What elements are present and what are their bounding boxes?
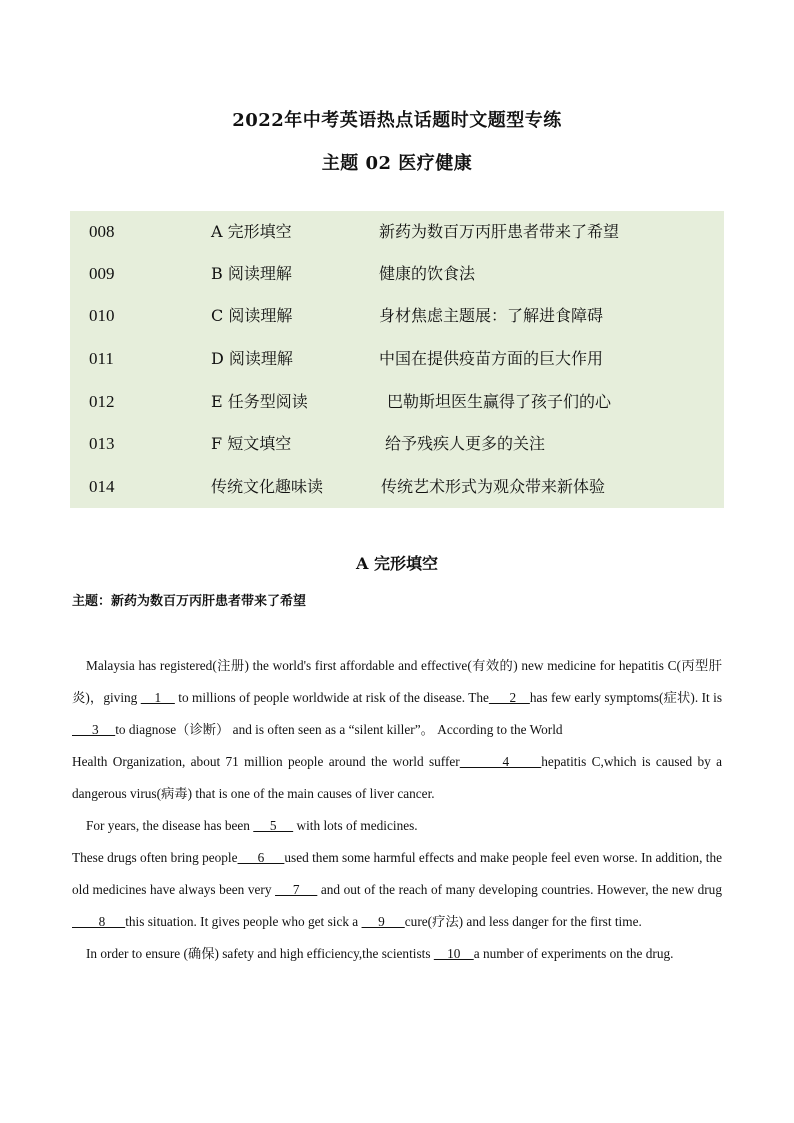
item-topic: 给予残疾人更多的关注 bbox=[385, 434, 546, 453]
passage-paragraph bbox=[72, 810, 722, 842]
blank-3: 3 bbox=[72, 722, 116, 737]
blank-6: 6 bbox=[237, 850, 285, 865]
blank-1: 1 bbox=[140, 690, 175, 705]
item-topic: 新药为数百万丙肝患者带来了希望 bbox=[379, 222, 620, 241]
passage-text: this situation. It gives people who get sick a bbox=[125, 914, 362, 929]
document-title: 2022年中考英语热点话题时文题型专练 bbox=[232, 110, 562, 131]
item-type: F 短文填空 bbox=[211, 434, 292, 453]
passage-text: Malaysia has registered(注册) the world's first affordable and effective(有效的) new medicine for hepatitis C(丙型肝炎)，giving bbox=[72, 658, 722, 705]
contents-row bbox=[70, 211, 724, 253]
passage-text: a number of experiments on the drug. bbox=[473, 946, 674, 961]
item-number: 009 bbox=[89, 264, 115, 283]
document-subtitle: 主题 02 医疗健康 bbox=[321, 153, 473, 174]
item-number: 013 bbox=[89, 434, 115, 453]
item-topic: 健康的饮食法 bbox=[379, 264, 476, 283]
passage-text: to diagnose（诊断） and is often seen as a “silent killer”。 According to the World bbox=[115, 722, 563, 737]
passage-text: has few early symptoms(症状). It is bbox=[529, 690, 722, 705]
contents-row bbox=[70, 338, 724, 380]
passage-paragraph bbox=[72, 650, 722, 746]
item-type: C 阅读理解 bbox=[211, 306, 293, 325]
contents-row bbox=[70, 295, 724, 337]
item-topic: 巴勒斯坦医生赢得了孩子们的心 bbox=[387, 392, 612, 411]
blank-9: 9 bbox=[361, 914, 405, 929]
contents-table bbox=[70, 211, 724, 508]
contents-row bbox=[70, 466, 724, 508]
passage-text: Health Organization, about 71 million people around the world suffer bbox=[72, 754, 460, 769]
blank-4: 4 bbox=[459, 754, 542, 769]
passage-text: cure(疗法) and less danger for the first time. bbox=[404, 914, 642, 929]
item-type: E 任务型阅读 bbox=[211, 392, 308, 411]
item-type: D 阅读理解 bbox=[211, 349, 293, 368]
passage-paragraph bbox=[72, 938, 722, 970]
item-topic: 身材焦虑主题展：了解进食障碍 bbox=[379, 306, 604, 325]
passage-paragraph bbox=[72, 746, 722, 810]
contents-row bbox=[70, 253, 724, 295]
passage-text: and out of the reach of many developing countries. However, the new drug bbox=[317, 882, 722, 897]
blank-5: 5 bbox=[253, 818, 294, 833]
passage-text: with lots of medicines. bbox=[293, 818, 418, 833]
item-topic: 传统艺术形式为观众带来新体验 bbox=[381, 477, 606, 496]
item-topic: 中国在提供疫苗方面的巨大作用 bbox=[379, 349, 604, 368]
blank-7: 7 bbox=[275, 882, 318, 897]
passage-text: hepatitis C,which is caused by a dangerous virus(病毒) that is one of the main causes of liver cancer. bbox=[72, 754, 723, 801]
section-theme: 主题：新药为数百万丙肝患者带来了希望 bbox=[72, 594, 307, 609]
blank-10: 10 bbox=[433, 946, 474, 961]
passage-text: used them some harmful effects and make people feel even worse. In addition, the old medicines have always been very bbox=[72, 850, 722, 897]
contents-row bbox=[70, 381, 724, 423]
blank-2: 2 bbox=[488, 690, 530, 705]
item-number: 012 bbox=[89, 392, 115, 411]
item-number: 011 bbox=[89, 349, 114, 368]
item-type: B 阅读理解 bbox=[211, 264, 292, 283]
passage-text: In order to ensure (确保) safety and high efficiency,the scientists bbox=[86, 946, 434, 961]
item-number: 008 bbox=[89, 222, 115, 241]
passage-text: These drugs often bring people bbox=[72, 850, 238, 865]
item-type: A 完形填空 bbox=[211, 222, 292, 241]
cloze-passage bbox=[72, 650, 722, 970]
item-number: 014 bbox=[89, 477, 115, 496]
item-type: 传统文化趣味读 bbox=[211, 477, 324, 496]
passage-paragraph bbox=[72, 842, 722, 938]
passage-text: For years, the disease has been bbox=[86, 818, 254, 833]
passage-text: to millions of people worldwide at risk of the disease. The bbox=[174, 690, 489, 705]
item-number: 010 bbox=[89, 306, 115, 325]
blank-8: 8 bbox=[72, 914, 126, 929]
section-title: A 完形填空 bbox=[356, 554, 438, 573]
contents-row bbox=[70, 423, 724, 465]
